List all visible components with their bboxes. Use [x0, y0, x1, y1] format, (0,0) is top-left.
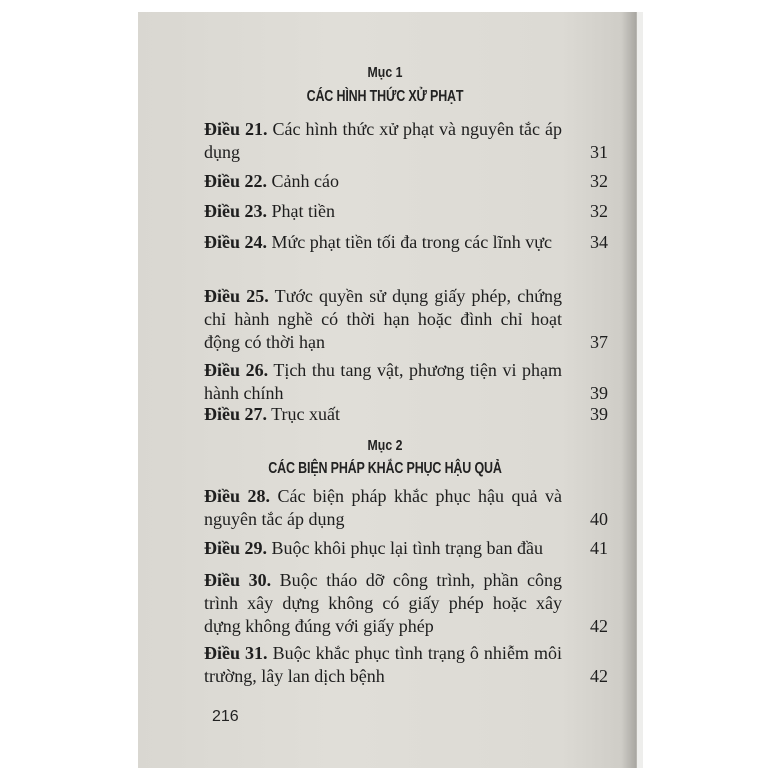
- page-ref: 41: [590, 538, 608, 558]
- toc-entry: [204, 537, 644, 560]
- page-ref: 37: [590, 332, 608, 352]
- toc-entry: [204, 485, 644, 531]
- page-ref: 42: [590, 666, 608, 686]
- toc-entry: [204, 642, 644, 688]
- article-title: Tịch thu tang vật, phương tiện vi phạm hành chính: [204, 360, 563, 403]
- article-number: Điều 29.: [204, 538, 267, 558]
- article-number: Điều 24.: [204, 232, 267, 252]
- section-1-title: CÁC HÌNH THỨC XỬ PHẠT: [306, 88, 464, 105]
- article-title: Buộc khôi phục lại tình trạng ban đầu: [267, 538, 543, 558]
- page-ref: 39: [590, 383, 608, 403]
- article-title: Mức phạt tiền tối đa trong các lĩnh vực: [267, 232, 552, 252]
- page-ref: 32: [590, 171, 608, 191]
- article-number: Điều 27.: [204, 404, 267, 424]
- article-title: Buộc khắc phục tình trạng ô nhiễm môi trường, lây lan dịch bệnh: [204, 643, 562, 686]
- page-number: 216: [212, 708, 239, 725]
- article-title: Buộc tháo dỡ công trình, phần công trình xây dựng không có giấy phép hoặc xây dựng không đúng với giấy phép: [204, 570, 563, 636]
- article-number: Điều 25.: [204, 286, 269, 306]
- article-title: Cảnh cáo: [267, 171, 339, 191]
- toc-entry: [204, 200, 644, 223]
- section-2-title: CÁC BIỆN PHÁP KHẮC PHỤC HẬU QUẢ: [268, 460, 502, 477]
- toc-entry: [204, 231, 644, 254]
- page-ref: 40: [590, 509, 608, 529]
- page-ref: 42: [590, 616, 608, 636]
- article-title: Phạt tiền: [267, 201, 335, 221]
- article-title: Tước quyền sử dụng giấy phép, chứng chỉ hành nghề có thời hạn hoặc đình chỉ hoạt động có thời hạn: [204, 286, 562, 352]
- page-ref: 31: [590, 142, 608, 162]
- article-number: Điều 21.: [204, 119, 268, 139]
- section-1-label: Mục 1: [367, 64, 403, 81]
- section-2-label: Mục 2: [367, 437, 403, 454]
- page-ref: 32: [590, 201, 608, 221]
- article-title: Các biện pháp khắc phục hậu quả và nguyên tắc áp dụng: [204, 486, 562, 529]
- article-number: Điều 26.: [204, 360, 269, 380]
- article-number: Điều 22.: [204, 171, 267, 191]
- toc-entry: [204, 359, 644, 405]
- article-number: Điều 31.: [204, 643, 268, 663]
- toc-entry: [204, 170, 644, 193]
- article-number: Điều 30.: [204, 570, 272, 590]
- toc-entry: [204, 118, 644, 164]
- article-number: Điều 28.: [204, 486, 271, 506]
- page-ref: 39: [590, 404, 608, 424]
- toc-entry: [204, 403, 644, 426]
- toc-entry: [204, 569, 644, 638]
- toc-entry: [204, 285, 644, 354]
- page-ref: 34: [590, 232, 608, 252]
- article-title: Trục xuất: [267, 404, 341, 424]
- article-number: Điều 23.: [204, 201, 267, 221]
- article-title: Các hình thức xử phạt và nguyên tắc áp dụng: [204, 119, 562, 162]
